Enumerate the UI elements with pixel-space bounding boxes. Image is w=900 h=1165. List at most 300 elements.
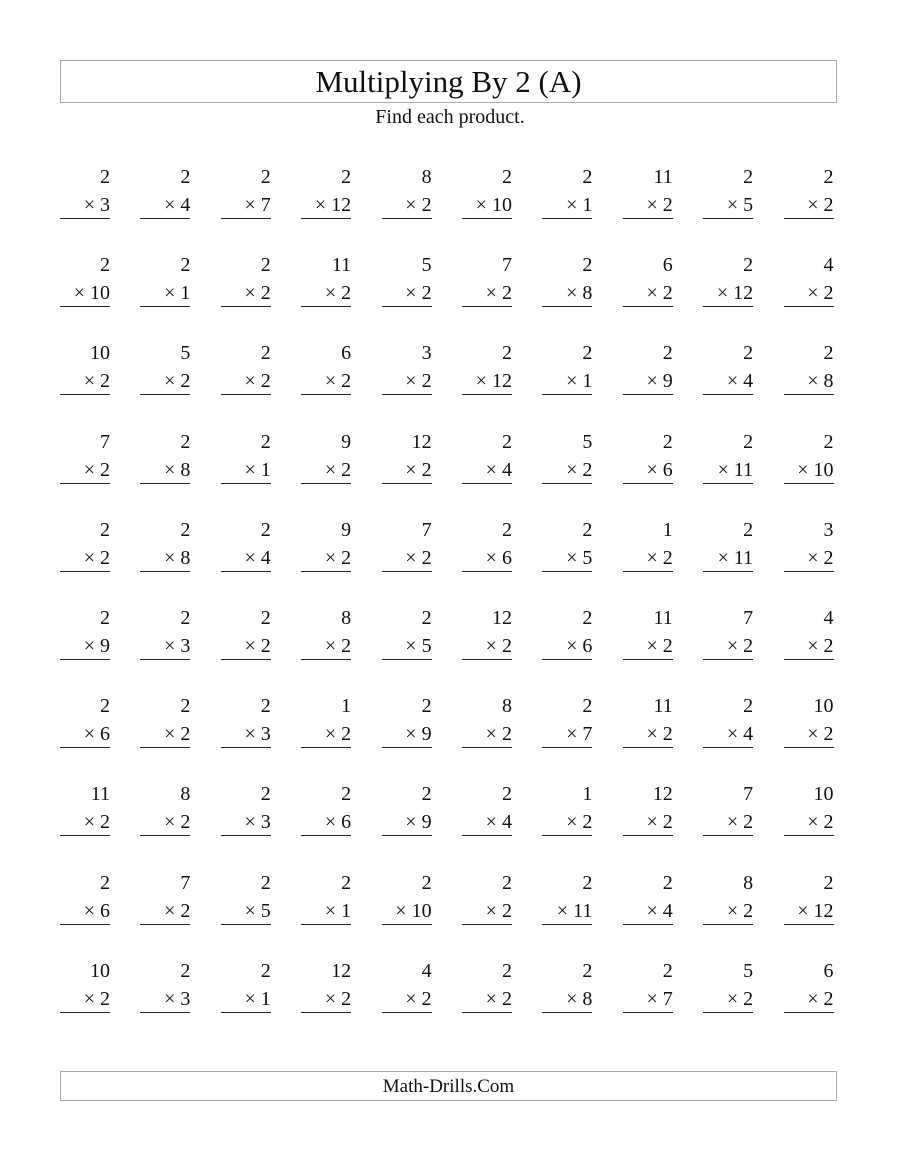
times-operator: × (324, 899, 337, 922)
problem (301, 163, 351, 251)
multiplier (542, 721, 592, 748)
problem (140, 780, 190, 868)
multiplicand: 2 (743, 254, 754, 277)
times-operator: × (83, 723, 95, 746)
multiplicand: 9 (341, 430, 352, 453)
times-operator: × (797, 899, 809, 922)
multiplier (221, 280, 271, 307)
multiplier (382, 545, 432, 572)
multiplier (301, 545, 351, 572)
multiplicand: 2 (180, 959, 191, 982)
times-operator: × (646, 723, 658, 746)
multiplicand: 11 (653, 606, 673, 629)
times-operator: × (324, 723, 337, 746)
multiplier (301, 986, 351, 1013)
times-operator: × (646, 634, 658, 657)
multiplier (301, 457, 351, 484)
multiplier (703, 986, 753, 1013)
times-operator: × (244, 723, 256, 746)
multiplier (784, 280, 834, 307)
problem-row (60, 339, 864, 427)
multiplier (462, 457, 512, 484)
multiplicand: 12 (411, 430, 432, 453)
multiplier (542, 192, 592, 219)
multiplier-value: 2 (421, 282, 432, 305)
times-operator: × (807, 546, 819, 569)
problem (462, 339, 512, 427)
problem (60, 339, 110, 427)
problem (301, 869, 351, 957)
problem (623, 251, 673, 339)
problem (542, 692, 592, 780)
problem (382, 869, 432, 957)
multiplier-value: 5 (582, 546, 593, 569)
times-operator: × (324, 811, 337, 834)
multiplier-value: 2 (582, 811, 593, 834)
problem (784, 869, 834, 957)
multiplier-value: 1 (260, 987, 271, 1010)
times-operator: × (164, 458, 176, 481)
multiplicand: 7 (743, 606, 754, 629)
multiplier (382, 368, 432, 395)
times-operator: × (324, 458, 337, 481)
times-operator: × (164, 546, 176, 569)
multiplicand: 2 (260, 254, 271, 277)
problem (301, 516, 351, 604)
multiplier (60, 721, 110, 748)
times-operator: × (726, 987, 739, 1010)
multiplier (221, 898, 271, 925)
multiplier-value: 2 (501, 634, 512, 657)
problem (140, 604, 190, 692)
problem (382, 339, 432, 427)
multiplier-value: 6 (662, 458, 673, 481)
problem (301, 692, 351, 780)
problem (542, 428, 592, 516)
problem (60, 692, 110, 780)
multiplier (221, 457, 271, 484)
multiplicand: 2 (501, 783, 512, 806)
multiplier-value: 1 (341, 899, 352, 922)
multiplier-value: 2 (260, 634, 271, 657)
problem (542, 251, 592, 339)
problem (462, 604, 512, 692)
multiplier-value: 2 (180, 811, 191, 834)
instructions: Find each product. (375, 106, 525, 128)
multiplier (60, 457, 110, 484)
multiplicand: 2 (260, 166, 271, 188)
multiplier (462, 545, 512, 572)
times-operator: × (566, 987, 578, 1010)
problem (221, 780, 271, 868)
multiplier (703, 545, 753, 572)
times-operator: × (324, 370, 337, 393)
multiplicand: 2 (260, 342, 271, 365)
multiplicand: 2 (180, 166, 191, 188)
problem (462, 163, 512, 251)
multiplier-value: 10 (491, 194, 512, 216)
multiplier (542, 280, 592, 307)
problem-row (60, 163, 864, 251)
problem (140, 428, 190, 516)
multiplier (462, 192, 512, 219)
problem (301, 251, 351, 339)
times-operator: × (566, 282, 578, 305)
multiplier (221, 192, 271, 219)
multiplicand: 7 (421, 518, 432, 541)
times-operator: × (164, 899, 176, 922)
multiplier-value: 11 (733, 546, 754, 569)
times-operator: × (244, 194, 256, 216)
multiplier-value: 6 (100, 899, 110, 922)
multiplier (382, 192, 432, 219)
times-operator: × (485, 723, 497, 746)
multiplier-value: 1 (582, 194, 593, 216)
multiplier (542, 545, 592, 572)
multiplier (382, 633, 432, 660)
times-operator: × (646, 899, 658, 922)
multiplicand: 2 (421, 871, 432, 894)
problem (382, 604, 432, 692)
multiplier-value: 2 (823, 634, 834, 657)
multiplier-value: 4 (743, 723, 754, 746)
times-operator: × (646, 546, 658, 569)
problem (301, 957, 351, 1045)
times-operator: × (83, 458, 95, 481)
multiplier-value: 2 (501, 282, 512, 305)
multiplicand: 2 (501, 959, 512, 982)
multiplicand: 2 (100, 606, 110, 629)
multiplier (462, 809, 512, 836)
multiplier-value: 11 (573, 899, 593, 922)
multiplier-value: 2 (662, 282, 673, 305)
multiplier (60, 545, 110, 572)
times-operator: × (244, 370, 256, 393)
times-operator: × (726, 370, 739, 393)
multiplicand: 7 (100, 430, 110, 453)
multiplicand: 2 (341, 166, 352, 188)
multiplier-value: 2 (341, 546, 352, 569)
multiplier (382, 809, 432, 836)
times-operator: × (566, 723, 578, 746)
times-operator: × (485, 546, 497, 569)
multiplier (140, 809, 190, 836)
multiplier-value: 6 (100, 723, 110, 746)
multiplicand: 2 (582, 342, 593, 365)
multiplier-value: 2 (421, 987, 432, 1010)
multiplicand: 2 (582, 871, 593, 894)
multiplicand: 4 (421, 959, 432, 982)
times-operator: × (83, 370, 95, 393)
multiplicand: 10 (813, 783, 834, 806)
multiplier-value: 2 (421, 370, 432, 393)
times-operator: × (726, 634, 739, 657)
problem (221, 251, 271, 339)
times-operator: × (485, 282, 497, 305)
multiplier-value: 8 (180, 546, 191, 569)
multiplicand: 2 (421, 695, 432, 718)
multiplier-value: 8 (180, 458, 191, 481)
multiplicand: 10 (90, 959, 110, 982)
problem (60, 869, 110, 957)
multiplier-value: 6 (341, 811, 352, 834)
multiplier (703, 368, 753, 395)
times-operator: × (646, 282, 658, 305)
multiplicand: 11 (331, 254, 352, 277)
problem (462, 428, 512, 516)
multiplicand: 5 (582, 430, 593, 453)
multiplier (382, 280, 432, 307)
multiplier-value: 2 (662, 546, 673, 569)
multiplicand: 2 (180, 606, 191, 629)
multiplier-value: 4 (180, 194, 191, 216)
multiplier (784, 545, 834, 572)
multiplicand: 1 (582, 783, 593, 806)
multiplier-value: 2 (743, 987, 754, 1010)
multiplicand: 2 (582, 166, 593, 188)
multiplicand: 11 (653, 166, 673, 188)
multiplier-value: 2 (341, 634, 352, 657)
multiplier-value: 3 (260, 723, 271, 746)
multiplier (60, 280, 110, 307)
multiplicand: 2 (260, 871, 271, 894)
multiplier (623, 633, 673, 660)
multiplier (784, 457, 834, 484)
multiplicand: 2 (180, 695, 191, 718)
multiplicand: 2 (260, 430, 271, 453)
multiplier (60, 898, 110, 925)
problem (623, 869, 673, 957)
problem (623, 692, 673, 780)
multiplicand: 2 (341, 871, 352, 894)
times-operator: × (485, 634, 497, 657)
multiplier (60, 809, 110, 836)
multiplicand: 5 (743, 959, 754, 982)
multiplicand: 8 (501, 695, 512, 718)
multiplier (462, 721, 512, 748)
multiplier-value: 2 (823, 723, 834, 746)
multiplicand: 12 (491, 606, 512, 629)
multiplier-value: 2 (823, 546, 834, 569)
multiplier (623, 280, 673, 307)
multiplicand: 6 (341, 342, 352, 365)
multiplier (462, 633, 512, 660)
multiplicand: 2 (501, 430, 512, 453)
multiplier-value: 8 (823, 370, 834, 393)
problem (623, 604, 673, 692)
times-operator: × (717, 458, 729, 481)
multiplier-value: 2 (100, 546, 110, 569)
problem (623, 780, 673, 868)
problem (221, 869, 271, 957)
times-operator: × (244, 282, 256, 305)
multiplicand: 7 (501, 254, 512, 277)
problem (623, 163, 673, 251)
multiplier-value: 5 (743, 194, 754, 216)
multiplier (623, 809, 673, 836)
times-operator: × (556, 899, 569, 922)
multiplier (623, 457, 673, 484)
multiplier-value: 2 (662, 194, 673, 216)
multiplier (382, 457, 432, 484)
multiplicand: 8 (743, 871, 754, 894)
multiplicand: 2 (260, 783, 271, 806)
problem-row (60, 869, 864, 957)
times-operator: × (244, 546, 256, 569)
multiplier-value: 2 (180, 899, 191, 922)
problem (703, 604, 753, 692)
problem (60, 957, 110, 1045)
problem (60, 516, 110, 604)
problem (462, 780, 512, 868)
times-operator: × (475, 370, 487, 393)
multiplier-value: 4 (260, 546, 271, 569)
problem-row (60, 516, 864, 604)
problem (301, 780, 351, 868)
multiplier-value: 3 (100, 194, 110, 216)
multiplier-value: 2 (100, 370, 110, 393)
multiplier (301, 898, 351, 925)
problem (382, 163, 432, 251)
multiplier-value: 9 (421, 723, 432, 746)
multiplier (60, 368, 110, 395)
multiplier-value: 12 (813, 899, 834, 922)
multiplier-value: 10 (813, 458, 834, 481)
multiplier (301, 809, 351, 836)
times-operator: × (485, 458, 497, 481)
problem (703, 516, 753, 604)
multiplicand: 2 (100, 166, 110, 188)
problem (542, 780, 592, 868)
multiplier-value: 7 (260, 194, 271, 216)
problem (140, 516, 190, 604)
multiplier (703, 192, 753, 219)
problem (542, 339, 592, 427)
multiplicand: 9 (341, 518, 352, 541)
problem (784, 692, 834, 780)
multiplicand: 2 (582, 606, 593, 629)
multiplier (221, 986, 271, 1013)
times-operator: × (73, 282, 85, 305)
multiplier-value: 7 (662, 987, 673, 1010)
multiplier (623, 898, 673, 925)
times-operator: × (807, 634, 819, 657)
multiplicand: 3 (421, 342, 432, 365)
multiplier (301, 368, 351, 395)
multiplier-value: 9 (662, 370, 673, 393)
multiplier (140, 545, 190, 572)
multiplier-value: 2 (823, 987, 834, 1010)
problem (703, 339, 753, 427)
problem (784, 604, 834, 692)
problem-grid (60, 163, 864, 1045)
multiplicand: 2 (501, 871, 512, 894)
problem (623, 339, 673, 427)
problem (703, 957, 753, 1045)
times-operator: × (807, 723, 819, 746)
multiplicand: 2 (662, 430, 673, 453)
problem (60, 604, 110, 692)
times-operator: × (324, 546, 337, 569)
times-operator: × (244, 811, 256, 834)
times-operator: × (807, 282, 819, 305)
times-operator: × (807, 811, 819, 834)
multiplicand: 6 (662, 254, 673, 277)
multiplier (703, 898, 753, 925)
times-operator: × (244, 458, 256, 481)
multiplier (140, 898, 190, 925)
problem (542, 604, 592, 692)
problem (703, 428, 753, 516)
multiplicand: 2 (582, 254, 593, 277)
multiplier (623, 986, 673, 1013)
multiplier (703, 721, 753, 748)
multiplier (784, 192, 834, 219)
multiplicand: 2 (743, 342, 754, 365)
problem (140, 339, 190, 427)
multiplier-value: 2 (582, 458, 593, 481)
multiplier-value: 2 (100, 987, 110, 1010)
multiplier (542, 633, 592, 660)
times-operator: × (164, 282, 176, 305)
problem (623, 516, 673, 604)
multiplier-value: 2 (823, 194, 834, 216)
multiplicand: 2 (100, 254, 110, 277)
multiplier-value: 2 (823, 282, 834, 305)
times-operator: × (164, 811, 176, 834)
problem (140, 957, 190, 1045)
multiplier (301, 192, 351, 219)
times-operator: × (324, 987, 337, 1010)
problem (542, 163, 592, 251)
problem (60, 251, 110, 339)
problem-row (60, 251, 864, 339)
multiplier (301, 633, 351, 660)
multiplier (60, 986, 110, 1013)
multiplier-value: 12 (491, 370, 512, 393)
multiplicand: 2 (180, 518, 191, 541)
problem (623, 428, 673, 516)
multiplicand: 2 (260, 606, 271, 629)
times-operator: × (405, 987, 417, 1010)
multiplicand: 2 (421, 783, 432, 806)
multiplier-value: 2 (341, 282, 352, 305)
times-operator: × (405, 194, 417, 216)
multiplier (703, 457, 753, 484)
times-operator: × (164, 194, 176, 216)
multiplier (60, 192, 110, 219)
multiplier-value: 2 (662, 811, 673, 834)
multiplier (703, 809, 753, 836)
problem (703, 869, 753, 957)
multiplier-value: 2 (341, 723, 352, 746)
multiplier-value: 2 (341, 458, 352, 481)
times-operator: × (83, 987, 95, 1010)
problem (382, 428, 432, 516)
times-operator: × (485, 811, 497, 834)
multiplier (703, 633, 753, 660)
problem (140, 163, 190, 251)
times-operator: × (164, 987, 176, 1010)
problem (140, 692, 190, 780)
multiplier (140, 192, 190, 219)
times-operator: × (566, 546, 578, 569)
multiplier-value: 2 (341, 370, 352, 393)
problem (221, 339, 271, 427)
times-operator: × (646, 458, 658, 481)
problem (301, 339, 351, 427)
times-operator: × (405, 282, 417, 305)
